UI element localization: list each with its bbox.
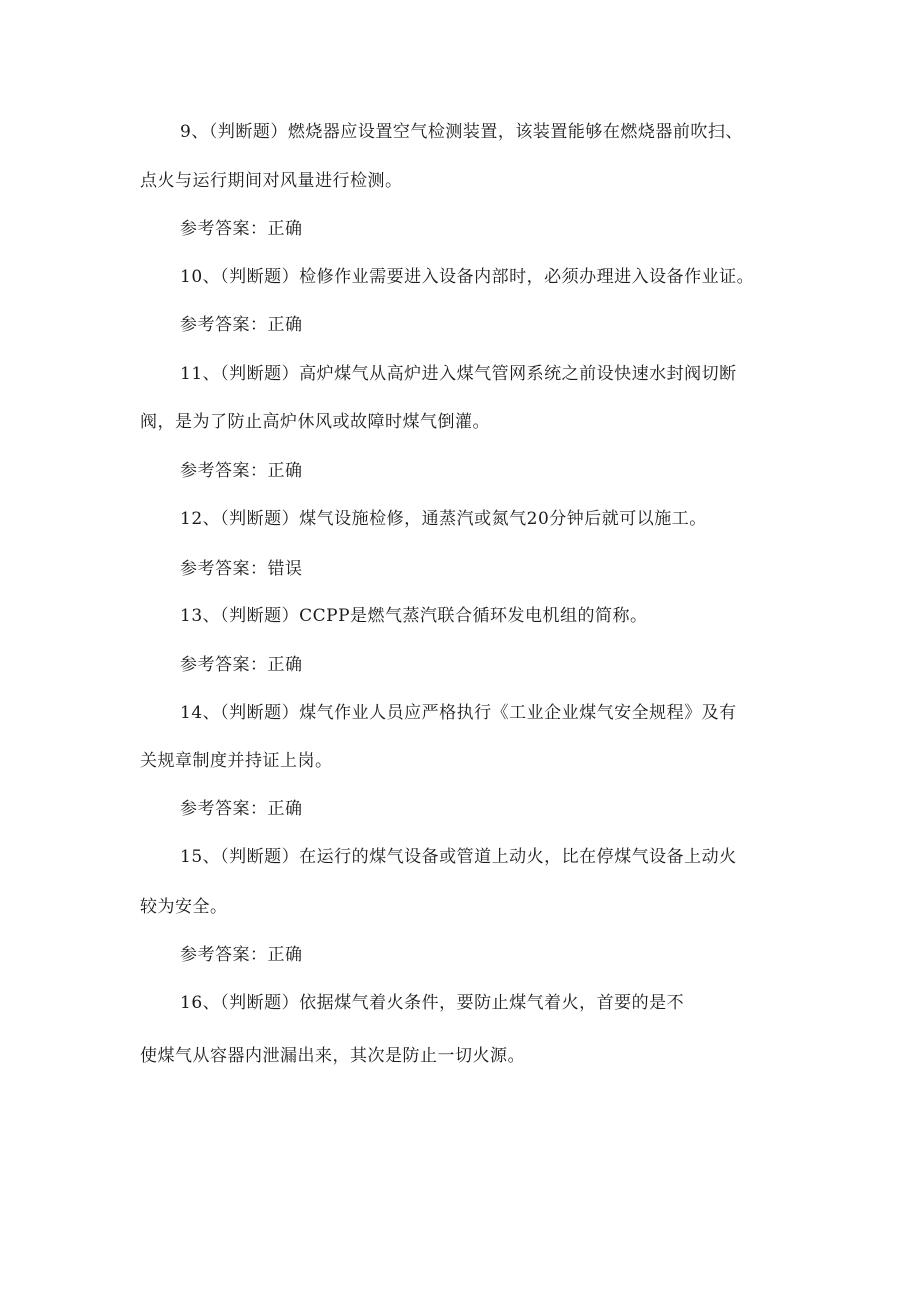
question-14-line-2: 关规章制度并持证上岗。	[140, 751, 333, 771]
question-13-line-1: 13、（判断题）CCPP是燃气蒸汽联合循环发电机组的简称。	[180, 606, 648, 626]
answer-14: 参考答案：正确	[180, 799, 303, 819]
answer-15: 参考答案：正确	[180, 945, 303, 965]
question-11-line-2: 阀，是为了防止高炉休风或故障时煤气倒灌。	[140, 412, 490, 432]
question-14-line-1: 14、（判断题）煤气作业人员应严格执行《工业企业煤气安全规程》及有	[180, 703, 737, 723]
question-15-line-1: 15、（判断题）在运行的煤气设备或管道上动火，比在停煤气设备上动火	[180, 847, 737, 867]
answer-13: 参考答案：正确	[180, 655, 303, 675]
question-10-line-1: 10、（判断题）检修作业需要进入设备内部时，必须办理进入设备作业证。	[180, 267, 755, 287]
question-12-line-1: 12、（判断题）煤气设施检修，通蒸汽或氮气20分钟后就可以施工。	[180, 509, 707, 529]
question-9-line-1: 9、（判断题）燃烧器应设置空气检测装置，该装置能够在燃烧器前吹扫、	[180, 122, 743, 142]
answer-11: 参考答案：正确	[180, 461, 303, 481]
question-11-line-1: 11、（判断题）高炉煤气从高炉进入煤气管网系统之前设快速水封阀切断	[180, 364, 737, 384]
question-16-line-1: 16、（判断题）依据煤气着火条件，要防止煤气着火，首要的是不	[180, 993, 685, 1013]
question-16-line-2: 使煤气从容器内泄漏出来，其次是防止一切火源。	[140, 1046, 525, 1066]
question-15-line-2: 较为安全。	[140, 897, 228, 917]
question-9-line-2: 点火与运行期间对风量进行检测。	[140, 171, 403, 191]
answer-12: 参考答案：错误	[180, 559, 303, 579]
answer-9: 参考答案：正确	[180, 219, 303, 239]
answer-10: 参考答案：正确	[180, 315, 303, 335]
